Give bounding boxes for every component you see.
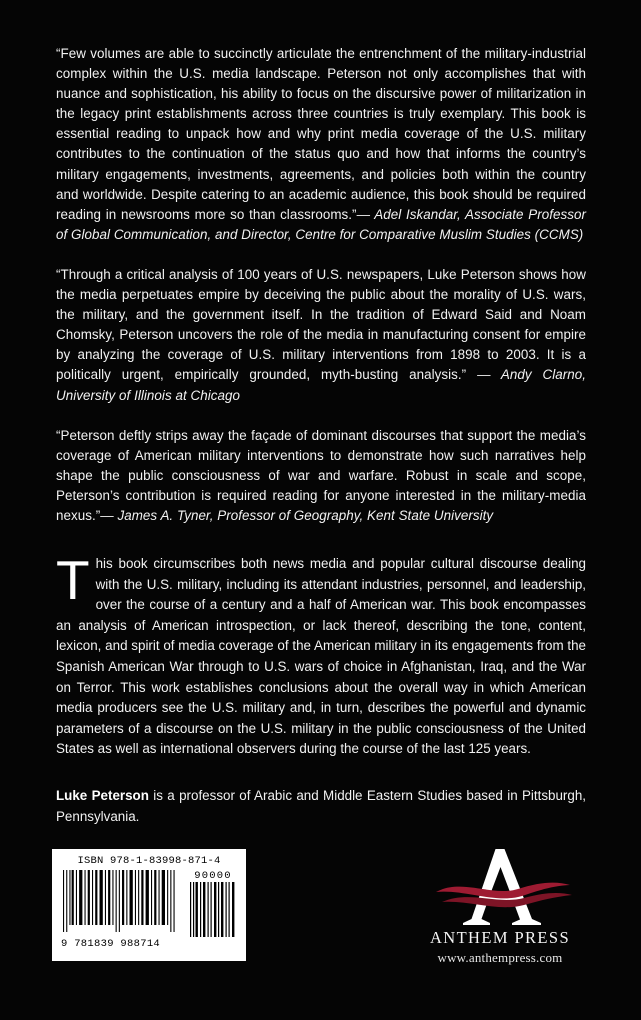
barcode-inner — [61, 855, 237, 955]
publisher-logo — [400, 845, 600, 966]
cover-text-content — [56, 44, 586, 841]
barcode-isbn-label: ISBN 978-1-83998-871-4 — [77, 855, 221, 867]
isbn-barcode — [52, 849, 246, 961]
barcode-addon-value: 90000 — [194, 870, 232, 882]
barcode-addon-bars-icon — [189, 882, 237, 937]
blurb-3 — [56, 426, 586, 526]
description-paragraph — [56, 549, 586, 760]
barcode-main-bars-icon — [61, 870, 179, 938]
blurb-2 — [56, 265, 586, 406]
description-block — [56, 549, 586, 760]
blurb-3-attribution: — James A. Tyner, Professor of Geography, Kent State University — [100, 507, 494, 523]
barcode-bars-row — [61, 870, 237, 955]
description-text: his book circumscribes both news media and popular cultural discourse dealing with the U.S. military, including its attendant industries, personnel, and leadership, over the course of a century and a half of American war. This book encompasses an analysis of American introspection, or lack thereof, describing the tone, content, lexicon, and spirit of media coverage of the American military in its engagements from the Spanish American War through to U.S. wars of choice in Afghanistan, Iraq, and the War on Terror. This work establishes conclusions about the overall way in which American media producers see the U.S. military and, in turn, describes the powerful and dynamic parameters of a discourse on the U.S. military in the public consciousness of the United States as well as international observers during the course of the last 125 years. — [56, 556, 586, 757]
author-name: Luke Peterson — [56, 788, 149, 803]
publisher-url: www.anthempress.com — [437, 950, 563, 965]
barcode-main-symbol — [61, 870, 179, 955]
author-bio — [56, 786, 586, 827]
logo-swoosh — [436, 883, 572, 908]
barcode-digits: 9 781839 988714 — [61, 938, 161, 950]
anthem-a-logo-icon — [400, 845, 600, 927]
author-bio-text: is a professor of Arabic and Middle Eastern Studies based in Pittsburgh, Pennsylvania. — [56, 788, 587, 824]
blurb-3-quote: “Peterson deftly strips away the façade of dominant discourses that support the media’s coverage of American military interventions to demonstrate how such narratives help shape the public consciousness of war and warfare. Robust in scale and scope, Peterson’s contribution is required reading for anyone interested in the military-media nexus.” — [56, 427, 586, 523]
blurb-2-attribution: — Andy Clarno, University of Illinois at Chicago — [56, 367, 586, 403]
barcode-addon-symbol — [189, 870, 237, 955]
blurb-1-attribution: — Adel Iskandar, Associate Professor of Global Communication, and Director, Centre for Comparative Muslim Studies (CCMS) — [56, 206, 586, 242]
description-dropcap: T — [56, 549, 90, 612]
publisher-name: ANTHEM PRESS — [429, 928, 571, 947]
blurb-1 — [56, 44, 586, 245]
blurb-2-quote: “Through a critical analysis of 100 years of U.S. newspapers, Luke Peterson shows how the media perpetuates empire by deceiving the public about the morality of U.S. wars, the military, and the government itself. In the tradition of Edward Said and Noam Chomsky, Peterson uncovers the role of the media in manufacturing consent for empire by analyzing the coverage of U.S. military interventions from 1898 to 2003. It is a politically urgent, empirically grounded, myth-busting analysis.” — [56, 266, 586, 383]
blurb-1-quote: “Few volumes are able to succinctly articulate the entrenchment of the military-industrial complex within the U.S. media landscape. Peterson not only accomplishes that with nuance and sophistication, his ability to focus on the discursive power of militarization in the legacy print establishments across three countries is truly exemplary. This book is essential reading to unpack how and why print media coverage of the U.S. military contributes to the continuation of the status quo and how that informs the country’s military engagements, investments, agreements, and policies both within the country and worldwide. Despite catering to an academic audience, this book should be required reading in newsrooms more so than classrooms.” — [56, 46, 586, 222]
